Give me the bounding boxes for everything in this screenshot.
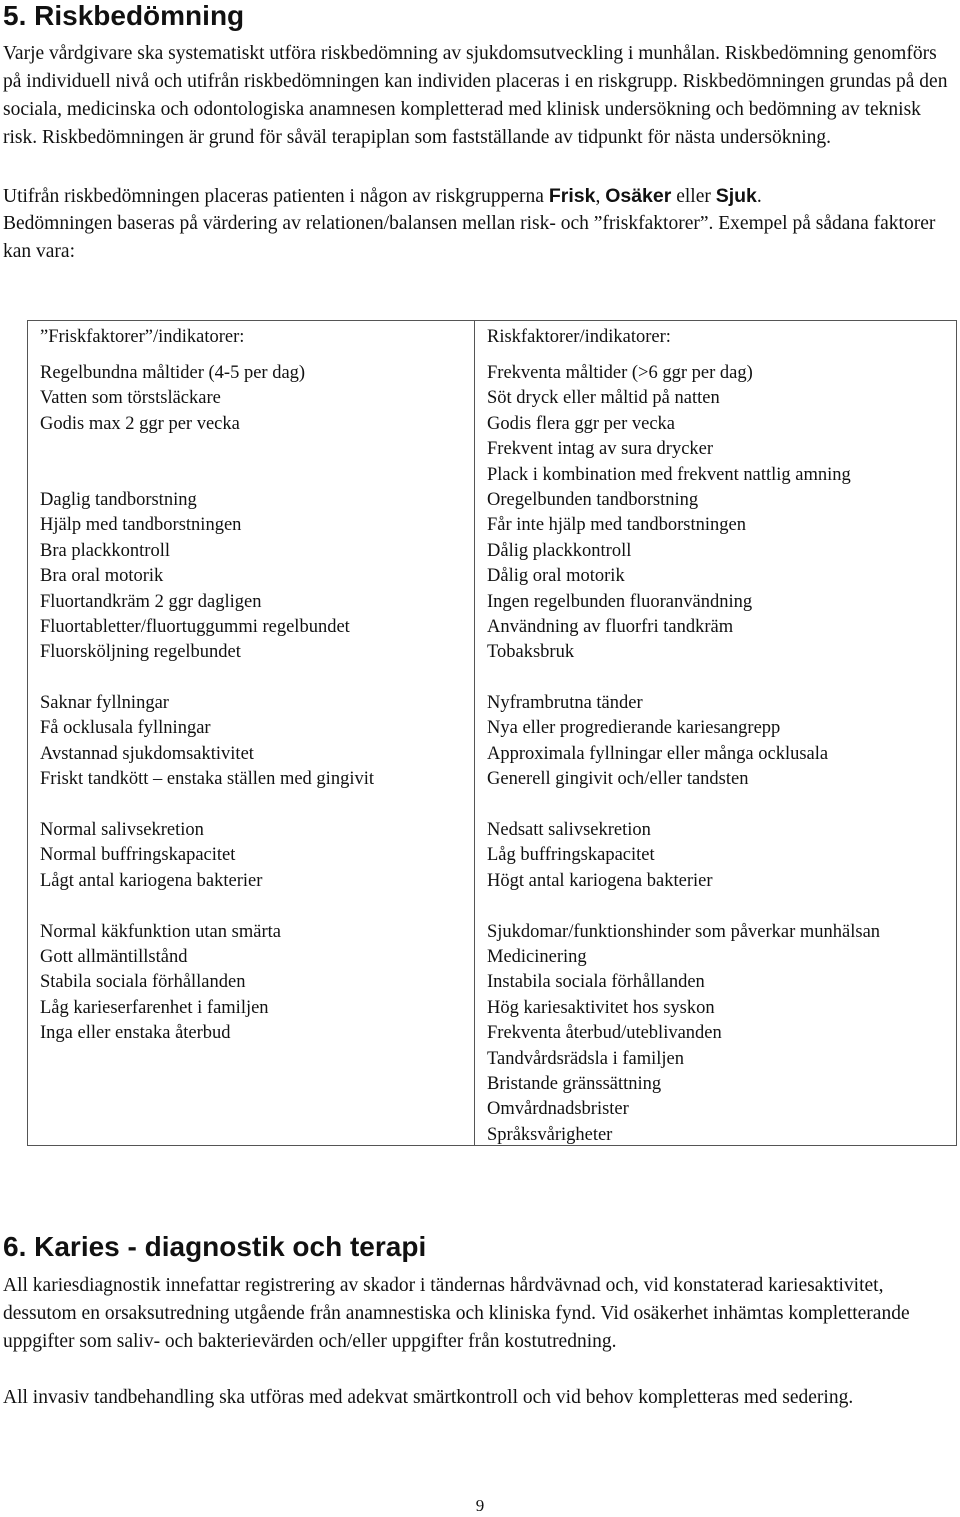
risk-factor-item: Högt antal kariogena bakterier bbox=[487, 870, 713, 891]
health-factor-item: Saknar fyllningar bbox=[40, 693, 169, 714]
risk-factors-header: Riskfaktorer/indikatorer: bbox=[487, 327, 671, 347]
risk-factor-item: Nedsatt salivsekretion bbox=[487, 820, 651, 841]
health-factor-item: Få ocklusala fyllningar bbox=[40, 718, 211, 739]
list-spacer bbox=[487, 894, 880, 919]
risk-factor-item: Godis flera ggr per vecka bbox=[487, 413, 675, 434]
list-spacer bbox=[40, 793, 374, 818]
list-spacer bbox=[40, 666, 374, 691]
health-factor-item: Fluortandkräm 2 ggr dagligen bbox=[40, 591, 262, 612]
risk-factor-item: Språksvårigheter bbox=[487, 1124, 613, 1145]
section-6-paragraph-2: All invasiv tandbehandling ska utföras med adekvat smärtkontroll och vid behov kompletteras med sedering. bbox=[3, 1387, 854, 1408]
health-factor-item: Godis max 2 ggr per vecka bbox=[40, 413, 240, 434]
section-5-paragraph-3: Bedömningen baseras på värdering av relationen/balansen mellan risk- och ”friskfaktorer”. Exempel på sådana faktorer kan vara: bbox=[3, 213, 936, 262]
risk-factor-item: Söt dryck eller måltid på natten bbox=[487, 388, 720, 409]
section-5-heading: 5. Riskbedömning bbox=[3, 0, 245, 31]
risk-factor-item: Nyframbrutna tänder bbox=[487, 693, 643, 714]
risk-group-frisk: Frisk bbox=[548, 185, 596, 207]
risk-group-osaker: Osäker bbox=[605, 185, 672, 207]
health-factor-item: Inga eller enstaka återbud bbox=[40, 1023, 231, 1044]
health-factor-item: Daglig tandborstning bbox=[40, 489, 197, 510]
risk-factor-item: Omvårdnadsbrister bbox=[487, 1099, 629, 1120]
risk-factor-item: Plack i kombination med frekvent nattlig amning bbox=[487, 464, 851, 485]
risk-factor-item: Hög kariesaktivitet hos syskon bbox=[487, 997, 715, 1018]
risk-factor-item: Användning av fluorfri tandkräm bbox=[487, 616, 734, 637]
risk-factor-item: Generell gingivit och/eller tandsten bbox=[487, 769, 749, 790]
section-5-paragraph-2 bbox=[3, 182, 955, 211]
risk-factor-item: Medicinering bbox=[487, 946, 587, 967]
risk-factor-item: Frekventa återbud/uteblivanden bbox=[487, 1023, 722, 1044]
risk-factor-item: Frekvent intag av sura drycker bbox=[487, 439, 714, 460]
risk-factor-item: Ingen regelbunden fluoranvändning bbox=[487, 591, 753, 612]
risk-factors-list bbox=[487, 361, 880, 1148]
risk-group-period: . bbox=[756, 186, 762, 207]
health-factor-item: Stabila sociala förhållanden bbox=[40, 972, 246, 993]
health-factor-item: Lågt antal kariogena bakterier bbox=[40, 870, 263, 891]
health-factor-item: Fluortabletter/fluortuggummi regelbundet bbox=[40, 616, 350, 637]
health-factor-item: Avstannad sjukdomsaktivitet bbox=[40, 743, 254, 764]
risk-factor-item: Tobaksbruk bbox=[487, 642, 575, 663]
risk-factor-item: Bristande gränssättning bbox=[487, 1073, 662, 1094]
health-factor-item: Friskt tandkött – enstaka ställen med gingivit bbox=[40, 769, 374, 790]
factor-table bbox=[27, 320, 957, 1146]
health-factors-list bbox=[40, 361, 374, 1047]
risk-factor-item: Tandvårdsrädsla i familjen bbox=[487, 1048, 684, 1069]
risk-factor-item: Frekventa måltider (>6 ggr per dag) bbox=[487, 363, 753, 383]
list-spacer bbox=[487, 666, 880, 691]
health-factor-item: Fluorsköljning regelbundet bbox=[40, 642, 241, 663]
risk-factor-item: Nya eller progredierande kariesangrepp bbox=[487, 718, 781, 739]
risk-group-separator: , bbox=[595, 186, 606, 207]
page-number: 9 bbox=[475, 1496, 485, 1515]
health-factor-item: Låg karieserfarenhet i familjen bbox=[40, 997, 269, 1018]
factor-table-divider bbox=[474, 321, 475, 1145]
risk-factor-item: Dålig oral motorik bbox=[487, 566, 625, 587]
risk-factor-item: Sjukdomar/funktionshinder som påverkar munhälsan bbox=[487, 921, 881, 942]
risk-factor-item: Instabila sociala förhållanden bbox=[487, 972, 705, 993]
list-spacer bbox=[40, 894, 374, 919]
risk-group-intro-text: Utifrån riskbedömningen placeras patienten i någon av riskgrupperna bbox=[3, 186, 549, 207]
risk-factor-item: Får inte hjälp med tandborstningen bbox=[487, 515, 746, 536]
health-factor-item: Regelbundna måltider (4-5 per dag) bbox=[40, 363, 306, 383]
health-factor-item: Bra plackkontroll bbox=[40, 540, 170, 561]
risk-factor-item: Låg buffringskapacitet bbox=[487, 845, 655, 866]
list-spacer bbox=[40, 463, 374, 488]
health-factor-item: Normal buffringskapacitet bbox=[40, 845, 236, 866]
risk-factor-item: Oregelbunden tandborstning bbox=[487, 489, 699, 510]
health-factor-item: Normal salivsekretion bbox=[40, 820, 204, 841]
section-6-heading: 6. Karies - diagnostik och terapi bbox=[3, 1231, 427, 1262]
health-factor-item: Normal käkfunktion utan smärta bbox=[40, 921, 281, 942]
section-5-paragraph-1: Varje vårdgivare ska systematiskt utföra riskbedömning av sjukdomsutveckling i munhålan. Riskbedömning genomförs på individuell nivå och utifrån riskbedömningen kan individen placeras i en riskgrupp. Riskbedömningen grundas på den sociala, medicinska och odontologiska anamnesen kompletterad med klinisk undersökning och bedömning av teknisk risk. Riskbedömningen är grund för såväl terapiplan som fastställande av tidpunkt för nästa undersökning. bbox=[3, 43, 948, 148]
health-factor-item: Bra oral motorik bbox=[40, 566, 164, 587]
health-factors-header: ”Friskfaktorer”/indikatorer: bbox=[40, 327, 245, 347]
risk-factor-item: Approximala fyllningar eller många ocklusala bbox=[487, 743, 829, 764]
health-factor-item: Gott allmäntillstånd bbox=[40, 946, 188, 967]
risk-group-separator: eller bbox=[671, 186, 716, 207]
health-factor-item: Vatten som törstsläckare bbox=[40, 388, 221, 409]
section-6-paragraph-1: All kariesdiagnostik innefattar registrering av skador i tändernas hårdvävnad och, vid konstaterad kariesaktivitet, dessutom en orsaksutredning utgående från anamnestiska och kliniska fynd. Vid osäkerhet inhämtas kompletterande uppgifter som saliv- och bakterievärden och/eller uppgifter från kostutredning. bbox=[3, 1275, 910, 1352]
risk-group-sjuk: Sjuk bbox=[715, 185, 757, 207]
risk-factor-item: Dålig plackkontroll bbox=[487, 540, 632, 561]
list-spacer bbox=[40, 437, 374, 462]
list-spacer bbox=[487, 793, 880, 818]
health-factor-item: Hjälp med tandborstningen bbox=[40, 515, 242, 536]
